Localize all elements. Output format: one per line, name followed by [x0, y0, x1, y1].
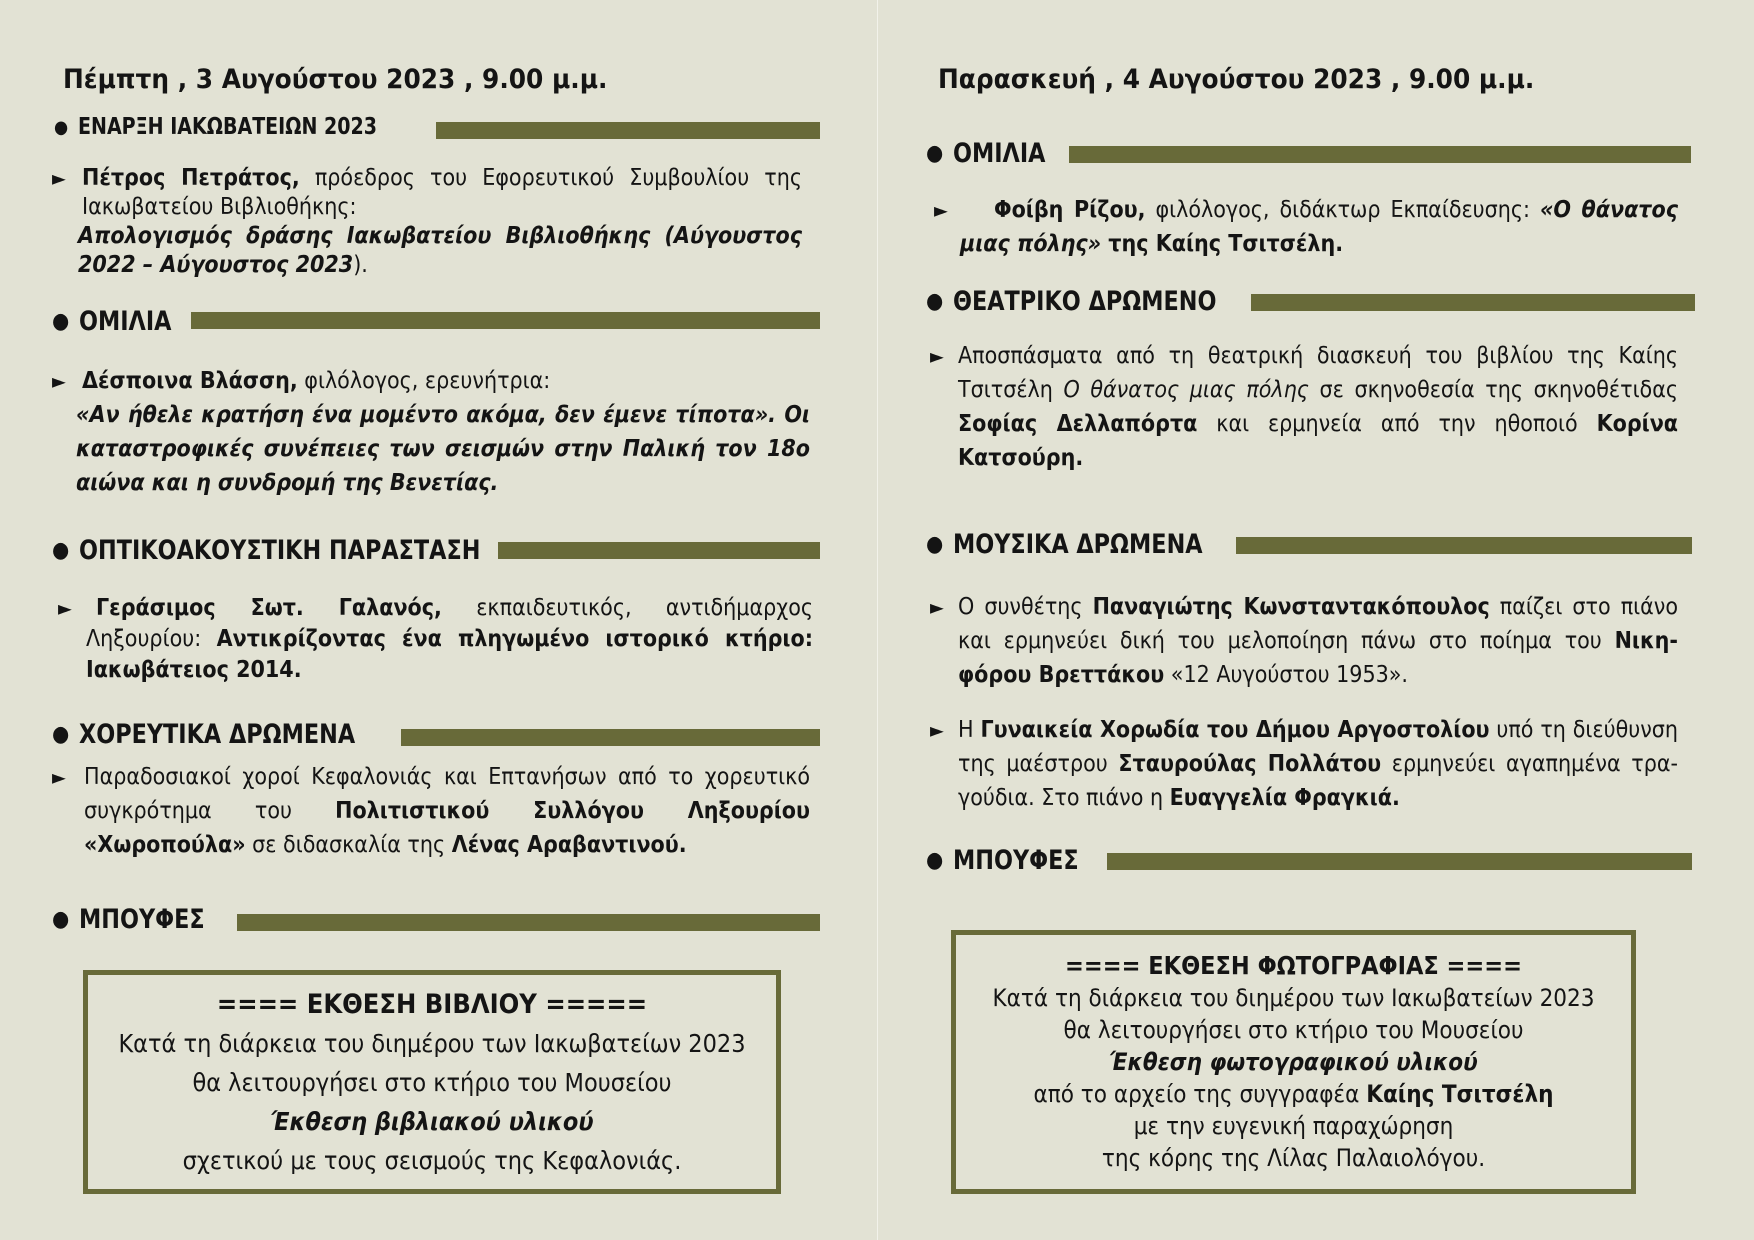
entry-vlassi [52, 364, 810, 500]
entry-text: «12 Αυγούστου 1953». [1164, 662, 1408, 688]
box-line-archive [956, 1078, 1631, 1110]
talk-title-tail: ). [353, 252, 368, 278]
arrow-icon: ► [930, 718, 944, 742]
box-line: θα λειτουργήσει στο κτήριο του Μουσείου [1063, 1016, 1524, 1044]
section-title: ΟΜΙΛΙΑ [953, 138, 1046, 169]
day-one-date: Πέμπτη , 3 Αυγούστου 2023 , 9.00 μ.μ. [63, 64, 608, 95]
entry-text: σε διδασκαλία της [245, 832, 452, 858]
speaker-name: Πέτρος Πετράτος, [82, 165, 300, 191]
entry-text: Ο συνθέτης [958, 594, 1093, 620]
choir-name: Γυναικεία Χορωδία του Δήμου Αργοστολίου [980, 717, 1490, 743]
section-bar [436, 122, 820, 139]
bullet-icon: ● [926, 289, 944, 314]
arrow-icon: ► [52, 369, 66, 393]
section-bar [237, 914, 820, 931]
talk-title-tail: της Καίης Τσιτσέλη. [1101, 231, 1344, 257]
section-audiovisual [52, 535, 516, 566]
section-speech [52, 306, 180, 337]
speaker-name: Γεράσιμος Σωτ. Γαλανός, [96, 595, 442, 621]
arrow-icon: ► [930, 344, 944, 368]
box-title: ==== ΕΚΘΕΣΗ ΦΩΤΟΓΡΑΦΙΑΣ ==== [1065, 951, 1522, 980]
section-bar [1236, 537, 1692, 554]
actress-name: Κορίνα Κατσούρη. [958, 411, 1679, 471]
box-line: σχετικού με τους σεισμούς της Κεφαλονιάς. [182, 1146, 682, 1175]
bullet-icon: ● [926, 532, 944, 557]
section-bar [401, 729, 820, 746]
arrow-icon: ► [934, 198, 948, 222]
section-title: ΘΕΑΤΡΙΚΟ ΔΡΩΜΕΝΟ [953, 286, 1217, 317]
entry-choir [930, 713, 1678, 815]
talk-title: «Ο θάνατος μιας πόλης» [960, 197, 1678, 257]
entry-text: Παραδοσιακοί χοροί Κεφαλονιάς και Επτανήσων από το χορευτικό συγκρότημα του [84, 764, 810, 824]
section-buffet [52, 904, 216, 935]
section-dance [52, 719, 379, 750]
arrow-icon: ► [58, 596, 72, 620]
bullet-icon: ● [52, 309, 70, 334]
section-title: ΟΜΙΛΙΑ [79, 306, 172, 337]
entry-text: παίζει στο πιάνο και ερμηνεύει δική του μελοποίηση πάνω στο ποίημα του [958, 594, 1679, 654]
teacher-name: Λένας Αραβαντινού. [451, 832, 687, 858]
section-title: ΜΟΥΣΙΚΑ ΔΡΩΜΕΝΑ [953, 529, 1203, 560]
group-name: Πολιτιστικού Συλλόγου Ληξουρίου «Χωροπούλα» [84, 798, 810, 858]
section-theatre [926, 286, 1240, 317]
speaker-role: φιλόλογος, ερευνήτρια: [297, 368, 551, 394]
arrow-icon: ► [52, 166, 66, 190]
pianist-name: Ευαγγελία Φραγκιά. [1169, 785, 1400, 811]
box-line: θα λειτουργήσει στο κτήριο του Μουσείου [192, 1068, 672, 1097]
play-title: Ο θάνατος μιας πόλης [1063, 377, 1309, 403]
talk-title: Αντικρίζοντας ένα πληγωμένο ιστορικό κτήριο: Ιακωβάτειος 2014. [86, 626, 813, 683]
entry-rizou [934, 193, 1678, 261]
box-line: Κατά τη διάρκεια του διημέρου των Ιακωβατείων 2023 [992, 984, 1595, 1012]
box-line: με την ευγενική παραχώρηση [1133, 1112, 1454, 1140]
director-name: Σοφίας Δελλαπόρτα [958, 411, 1198, 437]
bullet-icon: ● [52, 907, 70, 932]
box-line: Κατά τη διάρκεια του διημέρου των Ιακωβατείων 2023 [118, 1029, 746, 1058]
bullet-icon: ● [926, 141, 944, 166]
speaker-role: εκπαιδευτικός, αντιδήμαρχος Ληξουρίου: [86, 595, 813, 652]
bullet-icon: ● [54, 116, 69, 138]
section-title: ΕΝΑΡΞΗ ΙΑΚΩΒΑΤΕΙΩΝ 2023 [78, 114, 378, 140]
entry-petratos [52, 164, 802, 280]
book-exhibition-box [83, 970, 781, 1194]
section-buffet [926, 845, 1090, 876]
bullet-icon: ● [52, 538, 70, 563]
arrow-icon: ► [930, 595, 944, 619]
section-bar [1069, 146, 1691, 163]
photo-exhibition-box [951, 930, 1636, 1194]
conductor-name: Σταυρούλας Πολλάτου [1118, 751, 1382, 777]
entry-theatre [930, 339, 1678, 475]
section-title: ΟΠΤΙΚΟΑΚΟΥΣΤΙΚΗ ΠΑΡΑΣΤΑΣΗ [79, 535, 481, 566]
entry-galanos [58, 593, 813, 686]
talk-title: «Αν ήθελε κρατήση ένα μομέντο ακόμα, δεν έμενε τίποτα». Οι καταστροφικές συνέπειες των σεισμών στην Παλική τον 18ο αιώνα και η συνδρομή της Βενετίας. [76, 402, 810, 496]
section-bar [498, 542, 820, 559]
speaker-name: Φοίβη Ρίζου, [994, 197, 1146, 223]
box-highlight: Έκθεση βιβλιακού υλικού [270, 1107, 594, 1136]
entry-text: Η [958, 717, 981, 743]
entry-text: υπό τη διεύθυνση της μαέστρου [958, 717, 1678, 777]
section-opening [54, 114, 403, 140]
entry-text: σε σκηνοθεσία της σκηνοθέτιδας [1308, 377, 1679, 403]
box-line: της κόρης της Λίλας Παλαιολόγου. [1101, 1144, 1486, 1172]
section-speech [926, 138, 1054, 169]
right-panel [877, 0, 1754, 1240]
section-title: ΜΠΟΥΦΕΣ [79, 904, 205, 935]
section-bar [1251, 294, 1695, 311]
entry-text: και ερμηνεία από την ηθοποιό [1197, 411, 1597, 437]
entry-composer [930, 590, 1678, 692]
speaker-role: φιλόλογος, διδάκτωρ Εκπαίδευσης: [1145, 197, 1540, 223]
bullet-icon: ● [926, 848, 944, 873]
speaker-name: Δέσποινα Βλάσση, [82, 368, 298, 394]
talk-title: Απολογισμός δράσης Ιακωβατείου Βιβλιοθήκης (Αύγουστος 2022 – Αύγουστος 2023 [78, 223, 802, 278]
entry-text: ερμηνεύει αγαπημένα τραγούδια. Στο πιάνο η [958, 751, 1678, 811]
section-title: ΜΠΟΥΦΕΣ [953, 845, 1079, 876]
day-two-date: Παρασκευή , 4 Αυγούστου 2023 , 9.00 μ.μ. [938, 64, 1535, 95]
author-name: Καίης Τσιτσέλη [1366, 1080, 1554, 1108]
section-music [926, 529, 1225, 560]
composer-name: Παναγιώτης Κωνσταντακόπουλος [1092, 594, 1490, 620]
entry-dances [52, 760, 810, 862]
box-title: ==== ΕΚΘΕΣΗ ΒΙΒΛΙΟΥ ===== [216, 989, 648, 1020]
bullet-icon: ● [52, 722, 70, 747]
entry-text: Αποσπάσματα από τη θεατρική διασκευή του βιβλίου της Καίης Τσιτσέλη [958, 343, 1678, 403]
section-bar [191, 312, 820, 329]
box-line-text: από το αρχείο της συγγραφέα [1033, 1080, 1367, 1108]
section-title: ΧΟΡΕΥΤΙΚΑ ΔΡΩΜΕΝΑ [79, 719, 356, 750]
speaker-role: πρόεδρος του Εφορευτικού Συμβουλίου της Ιακωβατείου Βιβλιοθήκης: [82, 165, 802, 220]
arrow-icon: ► [52, 765, 66, 789]
poet-name: Νικηφόρου Βρεττάκου [958, 628, 1678, 688]
section-bar [1107, 853, 1692, 870]
box-highlight: Έκθεση φωτογραφικού υλικού [1109, 1048, 1478, 1076]
